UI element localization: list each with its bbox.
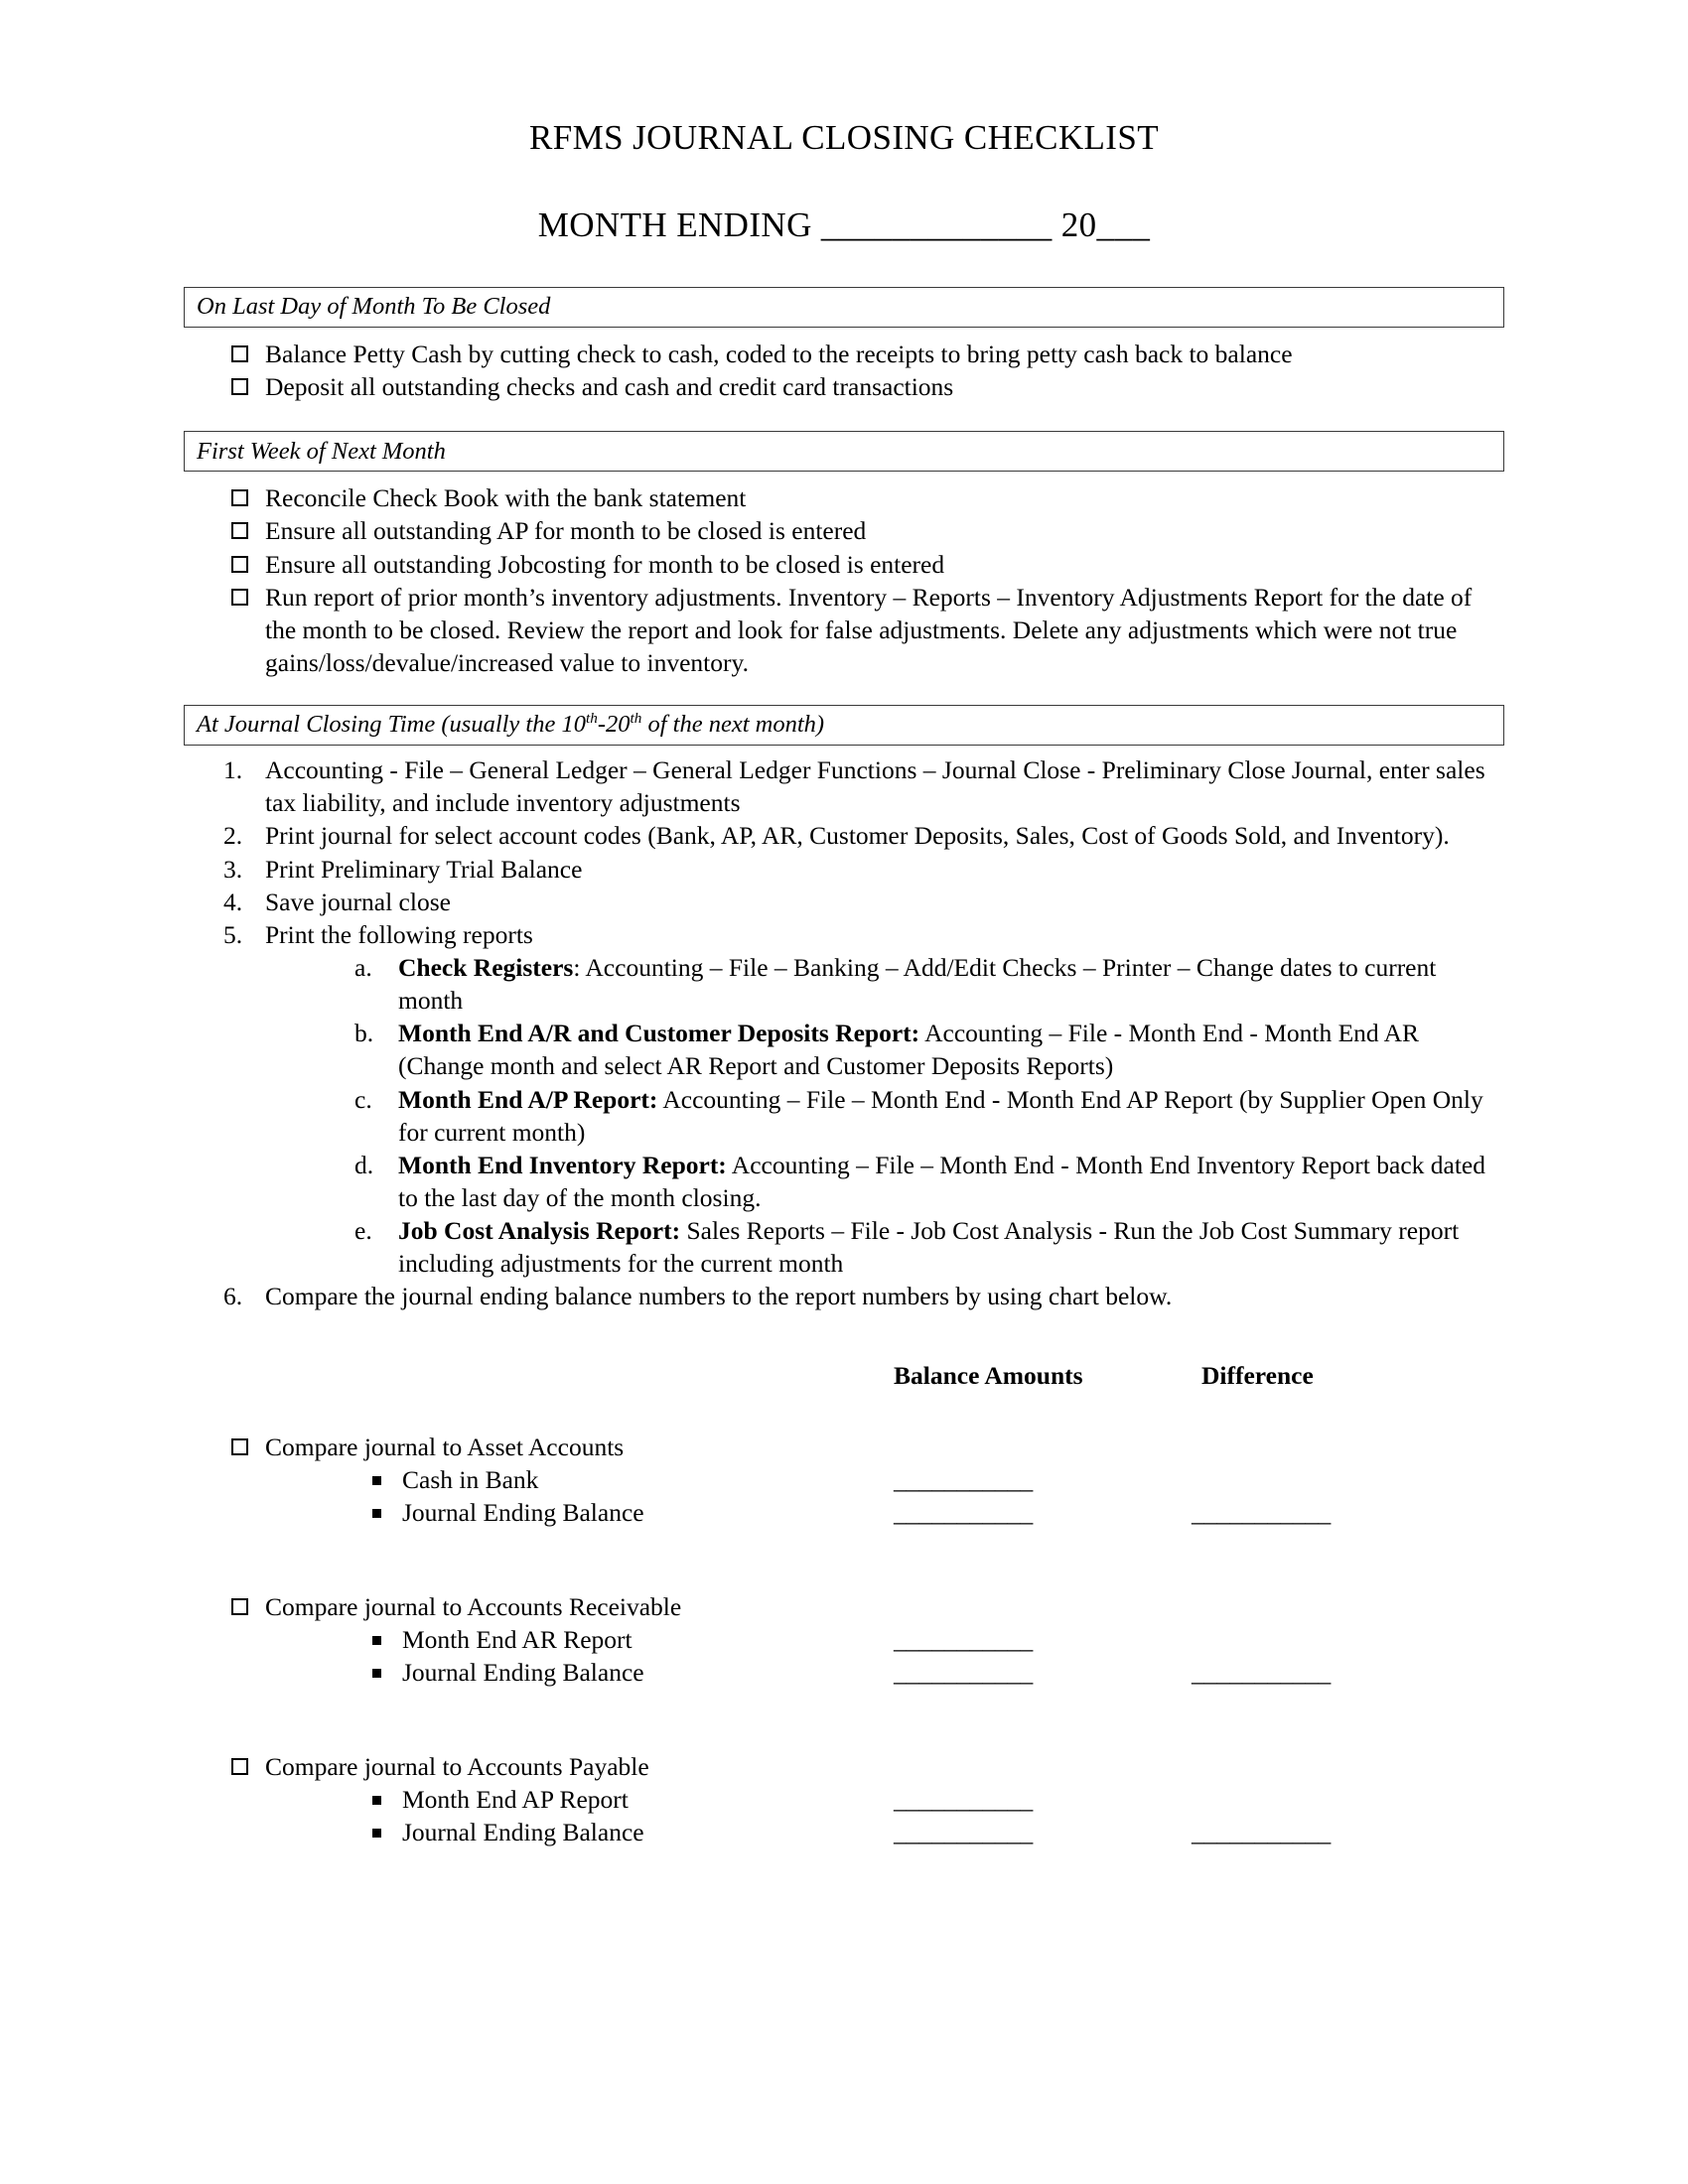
bullet-square-icon [372, 1669, 381, 1678]
checklist-on-last-day [184, 338, 1504, 403]
list-item[interactable] [184, 918, 1504, 951]
list-marker: 6. [223, 1282, 243, 1311]
report-name: Month End A/R and Customer Deposits Report: [398, 1019, 920, 1048]
list-item[interactable] [184, 338, 1504, 370]
checklist-first-week [184, 481, 1504, 679]
list-marker: d. [354, 1150, 374, 1179]
section-header-first-week [184, 431, 1504, 472]
bullet-square-icon [372, 1509, 381, 1518]
list-item[interactable] [184, 548, 1504, 581]
table-row [184, 1463, 1504, 1496]
bullet-square-icon [372, 1829, 381, 1838]
list-marker: b. [354, 1019, 374, 1048]
section-title: First Week of Next Month [197, 437, 446, 465]
section-title-pre: At Journal Closing Time (usually the 10 [197, 711, 586, 739]
section-title: On Last Day of Month To Be Closed [197, 293, 551, 321]
list-item-label: Save journal close [265, 887, 451, 916]
bullet-square-icon [372, 1796, 381, 1805]
checkbox-icon[interactable] [231, 345, 248, 362]
month-ending-line: MONTH ENDING _____________ 20___ [537, 205, 1151, 244]
table-row [184, 1656, 1504, 1689]
balance-blank-field[interactable]: ___________ [894, 1624, 1034, 1654]
list-item-label: Ensure all outstanding AP for month to be closed is entered [265, 516, 867, 546]
checkbox-icon[interactable] [231, 1758, 248, 1775]
list-item[interactable] [333, 1214, 1504, 1280]
report-name: Check Registers [398, 952, 574, 982]
list-item[interactable] [333, 1017, 1504, 1082]
lettered-list-reports [333, 951, 1504, 1280]
list-item[interactable] [184, 370, 1504, 403]
row-label: Journal Ending Balance [402, 1817, 644, 1846]
report-name: Month End Inventory Report: [398, 1150, 727, 1179]
list-marker: 3. [223, 854, 243, 884]
row-label: Journal Ending Balance [402, 1497, 644, 1527]
chart-column-headers [184, 1361, 1504, 1405]
difference-blank-field[interactable]: ___________ [1192, 1657, 1332, 1687]
comparison-group-asset-accounts [184, 1431, 1504, 1529]
list-item-label: Accounting - File – General Ledger – General Ledger Functions – Journal Close - Preliminary Close Journal, enter sales tax liability, and include inventory adjustments [265, 755, 1485, 818]
list-item[interactable] [184, 581, 1504, 679]
comparison-group-title[interactable] [184, 1431, 1504, 1463]
report-name: Month End A/P Report: [398, 1084, 658, 1114]
row-label: Month End AP Report [402, 1784, 629, 1814]
comparison-group-title[interactable] [184, 1750, 1504, 1783]
difference-blank-field[interactable]: ___________ [1192, 1497, 1332, 1527]
checkbox-icon[interactable] [231, 489, 248, 506]
report-path: Accounting – File – Month End - Month End AP Report (by Supplier Open Only for current month) [398, 1084, 1483, 1147]
list-item[interactable] [184, 819, 1504, 852]
list-item[interactable] [184, 514, 1504, 547]
list-marker: c. [354, 1084, 372, 1114]
section-title-post: of the next month) [641, 711, 825, 739]
table-row [184, 1623, 1504, 1656]
list-item-label: Run report of prior month’s inventory adjustments. Inventory – Reports – Inventory Adjustments Report for the date of the month to be closed. Review the report and look for false adjustments. Delete any adjustments which were not true gains/loss/devalue/increased value to inventory. [265, 582, 1473, 677]
comparison-group-accounts-receivable [184, 1590, 1504, 1689]
list-item[interactable] [184, 753, 1504, 819]
list-item[interactable] [184, 853, 1504, 886]
list-marker: 5. [223, 919, 243, 949]
list-item[interactable] [333, 1149, 1504, 1214]
comparison-group-title[interactable] [184, 1590, 1504, 1623]
ordinal-suffix: th [630, 710, 642, 728]
section-body-on-last-day [184, 338, 1504, 403]
bullet-square-icon [372, 1476, 381, 1485]
balance-blank-field[interactable]: ___________ [894, 1784, 1034, 1814]
ordinal-suffix: th [586, 710, 598, 728]
comparison-chart [184, 1361, 1504, 1848]
report-path: : Accounting – File – Banking – Add/Edit Checks – Printer – Change dates to current month [398, 952, 1437, 1016]
checkbox-icon[interactable] [231, 1438, 248, 1455]
numbered-list-final-step [184, 1280, 1504, 1312]
list-item[interactable] [184, 1280, 1504, 1312]
list-item-label: Ensure all outstanding Jobcosting for month to be closed is entered [265, 549, 945, 579]
comparison-group-label: Compare journal to Accounts Receivable [265, 1591, 682, 1621]
comparison-group-label: Compare journal to Asset Accounts [265, 1432, 625, 1461]
comparison-group-accounts-payable [184, 1750, 1504, 1848]
section-body-first-week [184, 481, 1504, 679]
list-item-label: Deposit all outstanding checks and cash and credit card transactions [265, 372, 954, 402]
checkbox-icon[interactable] [231, 556, 248, 573]
numbered-list-closing-steps [184, 753, 1504, 951]
list-item-label: Print Preliminary Trial Balance [265, 854, 583, 884]
section-header-on-last-day [184, 287, 1504, 328]
report-name: Job Cost Analysis Report: [398, 1216, 681, 1246]
checkbox-icon[interactable] [231, 378, 248, 395]
list-item-label: Reconcile Check Book with the bank statement [265, 483, 747, 513]
list-marker: 2. [223, 821, 243, 851]
list-item[interactable] [184, 886, 1504, 918]
section-header-journal-closing-time [184, 705, 1504, 746]
list-item[interactable] [333, 1083, 1504, 1149]
list-item-label: Balance Petty Cash by cutting check to cash, coded to the receipts to bring petty cash back to balance [265, 340, 1293, 368]
report-path: Accounting – File - Month End - Month End AR (Change month and select AR Report and Customer Deposits Reports) [398, 1019, 1420, 1081]
report-path: Accounting – File – Month End - Month End Inventory Report back dated to the last day of the month closing. [398, 1150, 1485, 1212]
report-path: Sales Reports – File - Job Cost Analysis - Run the Job Cost Summary report including adjustments for the current month [398, 1216, 1460, 1279]
section-body-journal-closing-time [184, 753, 1504, 1312]
balance-blank-field[interactable]: ___________ [894, 1464, 1034, 1494]
checkbox-icon[interactable] [231, 1598, 248, 1615]
list-marker: e. [354, 1216, 372, 1246]
list-item[interactable] [184, 481, 1504, 514]
comparison-group-label: Compare journal to Accounts Payable [265, 1751, 649, 1781]
bullet-square-icon [372, 1636, 381, 1645]
balance-blank-field[interactable]: ___________ [894, 1497, 1034, 1527]
row-label: Month End AR Report [402, 1624, 633, 1654]
difference-blank-field[interactable]: ___________ [1192, 1817, 1332, 1846]
list-marker: a. [354, 952, 372, 982]
list-item[interactable] [333, 951, 1504, 1017]
row-label: Journal Ending Balance [402, 1657, 644, 1687]
table-row [184, 1496, 1504, 1529]
column-header-balance-amounts: Balance Amounts [894, 1360, 1083, 1390]
section-title [185, 710, 825, 739]
table-row [184, 1816, 1504, 1848]
page-title: RFMS JOURNAL CLOSING CHECKLIST [529, 118, 1159, 157]
checkbox-icon[interactable] [231, 589, 248, 606]
section-title-mid: -20 [597, 711, 631, 739]
list-item-label: Print journal for select account codes (Bank, AP, AR, Customer Deposits, Sales, Cost of Goods Sold, and Inventory). [265, 821, 1450, 851]
table-row [184, 1783, 1504, 1816]
balance-blank-field[interactable]: ___________ [894, 1817, 1034, 1846]
column-header-difference: Difference [1201, 1360, 1314, 1390]
balance-blank-field[interactable]: ___________ [894, 1657, 1034, 1687]
title-block [0, 0, 1688, 245]
list-item-label: Print the following reports [265, 919, 533, 949]
list-item-label: Compare the journal ending balance numbers to the report numbers by using chart below. [265, 1282, 1173, 1311]
list-marker: 4. [223, 887, 243, 916]
lettered-reports-group [333, 951, 1504, 1280]
row-label: Cash in Bank [402, 1464, 539, 1494]
list-marker: 1. [223, 755, 243, 785]
checkbox-icon[interactable] [231, 522, 248, 539]
